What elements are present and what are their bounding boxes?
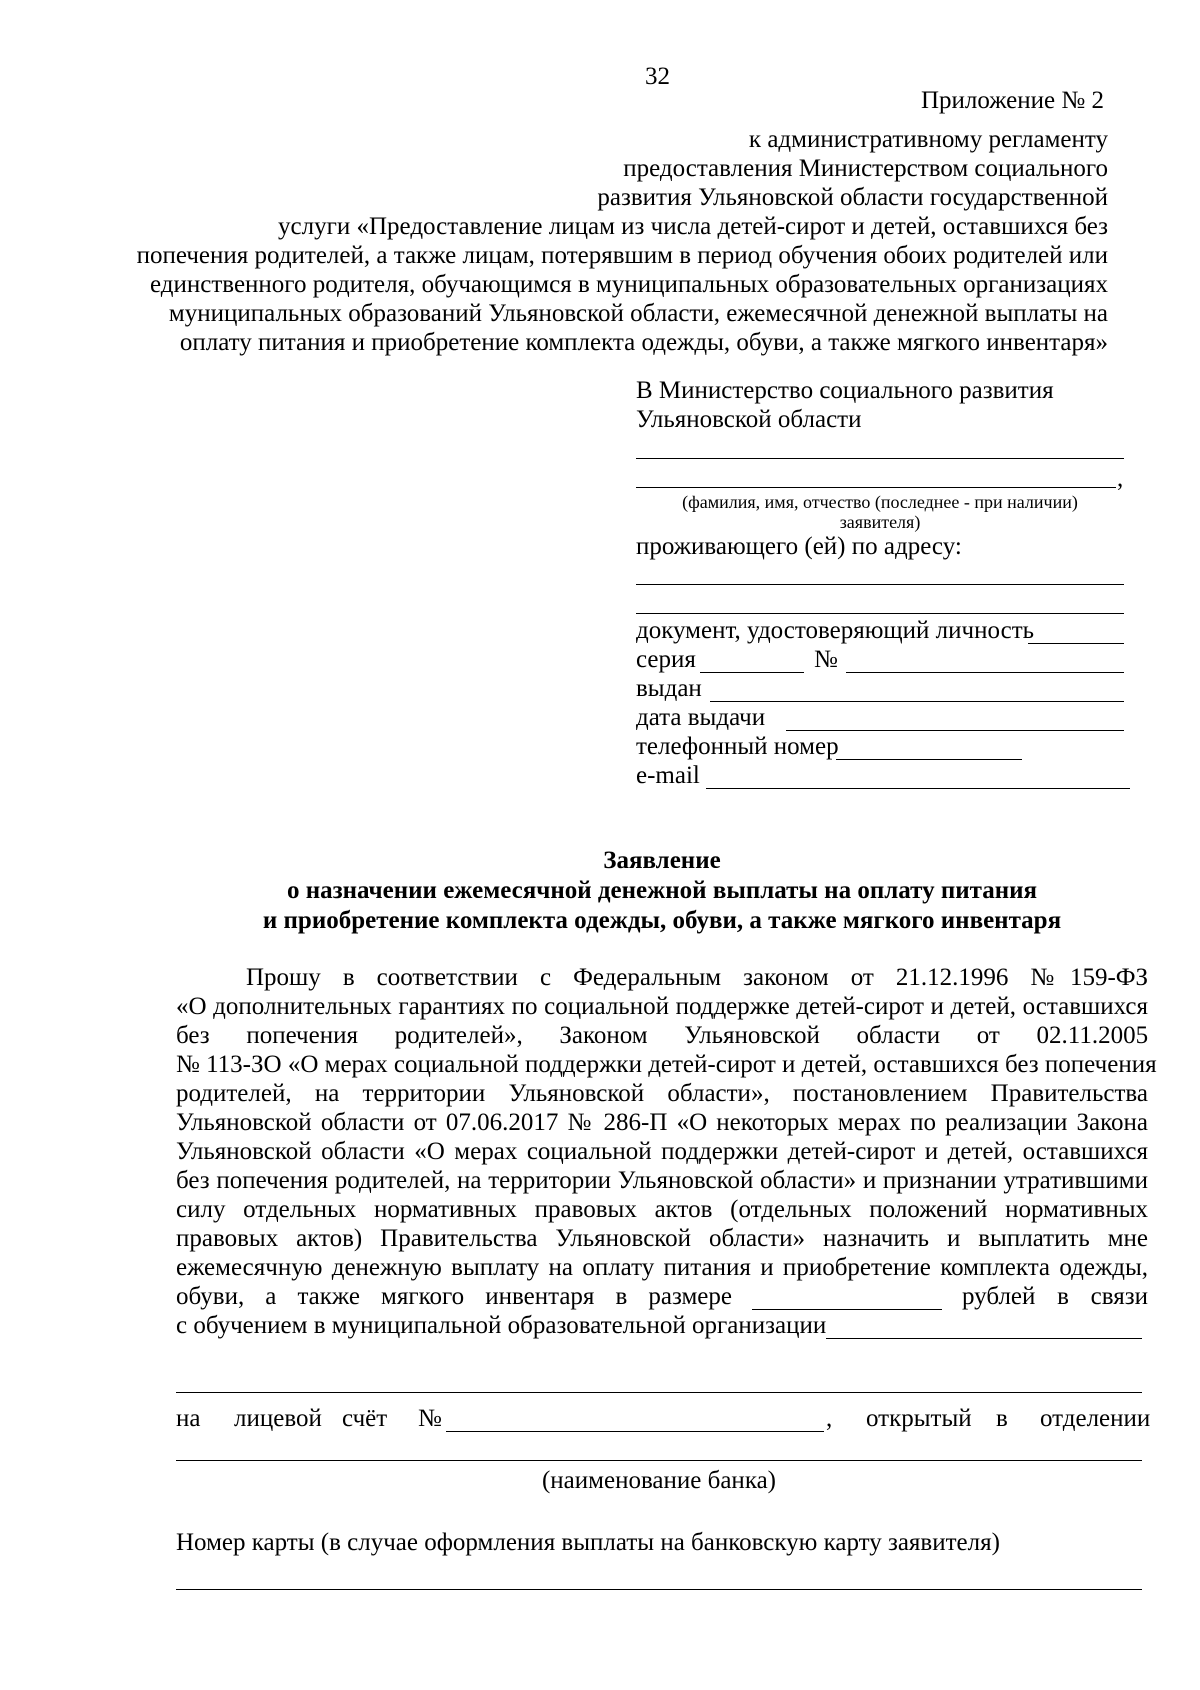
comma: , bbox=[1117, 465, 1124, 492]
email-blank[interactable] bbox=[706, 788, 1130, 789]
organization-blank[interactable] bbox=[826, 1338, 1142, 1339]
number-blank[interactable] bbox=[846, 672, 1124, 673]
account-word: № bbox=[418, 1405, 442, 1432]
body-line: ежемесячную денежную выплату на оплату питания и приобретение комплекта одежды, bbox=[176, 1254, 1148, 1281]
address-blank[interactable] bbox=[636, 584, 1124, 585]
organization-blank-2[interactable] bbox=[176, 1392, 1142, 1393]
account-word: лицевой bbox=[234, 1405, 322, 1432]
name-hint: заявителя) bbox=[839, 512, 921, 532]
body-line: № 113-ЗО «О мерах социальной поддержки детей-сирот и детей, оставшихся без попечения bbox=[176, 1051, 1157, 1078]
account-word: в bbox=[996, 1405, 1008, 1432]
body-line: родителей, на территории Ульяновской области», постановлением Правительства bbox=[176, 1080, 1148, 1107]
addressee-line: Ульяновской области bbox=[636, 406, 862, 433]
bank-hint: (наименование банка) bbox=[541, 1467, 777, 1494]
header-line: единственного родителя, обучающимся в муниципальных образовательных организациях bbox=[150, 271, 1108, 298]
id-document-blank[interactable] bbox=[1028, 643, 1124, 644]
account-word: открытый bbox=[866, 1405, 972, 1432]
phone-label: телефонный номер bbox=[636, 733, 839, 760]
body-line: с обучением в муниципальной образовательной организации bbox=[176, 1312, 827, 1339]
series-blank[interactable] bbox=[700, 672, 804, 673]
account-number-blank[interactable] bbox=[446, 1431, 824, 1432]
blank-line[interactable] bbox=[636, 458, 1124, 459]
account-word: отделении bbox=[1040, 1405, 1151, 1432]
name-hint: (фамилия, имя, отчество (последнее - при наличии) bbox=[682, 492, 1078, 512]
number-sign: № bbox=[814, 646, 838, 673]
body-line: Ульяновской области «О мерах социальной поддержки детей-сирот и детей, оставшихся bbox=[176, 1138, 1148, 1165]
header-line: попечения родителей, а также лицам, потерявшим в период обучения обоих родителей или bbox=[136, 242, 1108, 269]
account-word: счёт bbox=[342, 1405, 388, 1432]
header-line: услуги «Предоставление лицам из числа детей-сирот и детей, оставшихся без bbox=[278, 213, 1108, 240]
account-word: на bbox=[176, 1405, 201, 1432]
body-line: «О дополнительных гарантиях по социальной поддержке детей-сирот и детей, оставшихся bbox=[176, 993, 1148, 1020]
issued-blank[interactable] bbox=[710, 701, 1124, 702]
body-line: без попечения родителей, на территории Ульяновской области» и признании утратившими bbox=[176, 1167, 1148, 1194]
card-number-blank[interactable] bbox=[176, 1589, 1142, 1590]
body-line: рублей в связи bbox=[962, 1283, 1148, 1310]
card-label: Номер карты (в случае оформления выплаты на банковскую карту заявителя) bbox=[176, 1529, 1000, 1556]
series-label: серия bbox=[636, 646, 696, 673]
amount-blank[interactable] bbox=[752, 1309, 942, 1310]
appendix-label: Приложение № 2 bbox=[920, 87, 1104, 114]
address-blank[interactable] bbox=[636, 613, 1124, 614]
residing-label: проживающего (ей) по адресу: bbox=[636, 533, 962, 560]
document-title: Заявление bbox=[603, 847, 721, 874]
body-line: обуви, а также мягкого инвентаря в размере bbox=[176, 1283, 732, 1310]
header-line: предоставления Министерством социального bbox=[623, 155, 1108, 182]
bank-name-blank[interactable] bbox=[176, 1460, 1142, 1461]
header-line: муниципальных образований Ульяновской области, ежемесячной денежной выплаты на bbox=[168, 300, 1108, 327]
email-label: e-mail bbox=[636, 762, 700, 789]
header-line: развития Ульяновской области государственной bbox=[597, 184, 1108, 211]
issued-label: выдан bbox=[636, 675, 702, 702]
body-line: без попечения родителей», Законом Ульяновской области от 02.11.2005 bbox=[176, 1022, 1149, 1049]
body-line: силу отдельных нормативных правовых актов (отдельных положений нормативных bbox=[176, 1196, 1148, 1223]
body-line: Прошу в соответствии с Федеральным законом от 21.12.1996 №159-ФЗ bbox=[246, 964, 1149, 991]
page-number: 32 bbox=[645, 63, 670, 90]
addressee-line: В Министерство социального развития bbox=[636, 377, 1054, 404]
phone-blank[interactable] bbox=[836, 759, 1022, 760]
header-line: оплату питания и приобретение комплекта одежды, обуви, а также мягкого инвентаря» bbox=[179, 329, 1108, 356]
body-line: Ульяновской области от 07.06.2017 № 286-П «О некоторых мерах по реализации Закона bbox=[176, 1109, 1148, 1136]
body-line: правовых актов) Правительства Ульяновской области» назначить и выплатить мне bbox=[176, 1225, 1148, 1252]
document-subtitle: и приобретение комплекта одежды, обуви, а также мягкого инвентаря bbox=[262, 907, 1062, 934]
document-subtitle: о назначении ежемесячной денежной выплаты на оплату питания bbox=[286, 877, 1038, 904]
id-document-label: документ, удостоверяющий личность bbox=[636, 617, 1035, 644]
issue-date-label: дата выдачи bbox=[636, 704, 766, 731]
account-word: , bbox=[826, 1405, 833, 1432]
header-line: к административному регламенту bbox=[748, 126, 1108, 153]
applicant-name-blank[interactable] bbox=[636, 487, 1116, 488]
issue-date-blank[interactable] bbox=[786, 730, 1124, 731]
